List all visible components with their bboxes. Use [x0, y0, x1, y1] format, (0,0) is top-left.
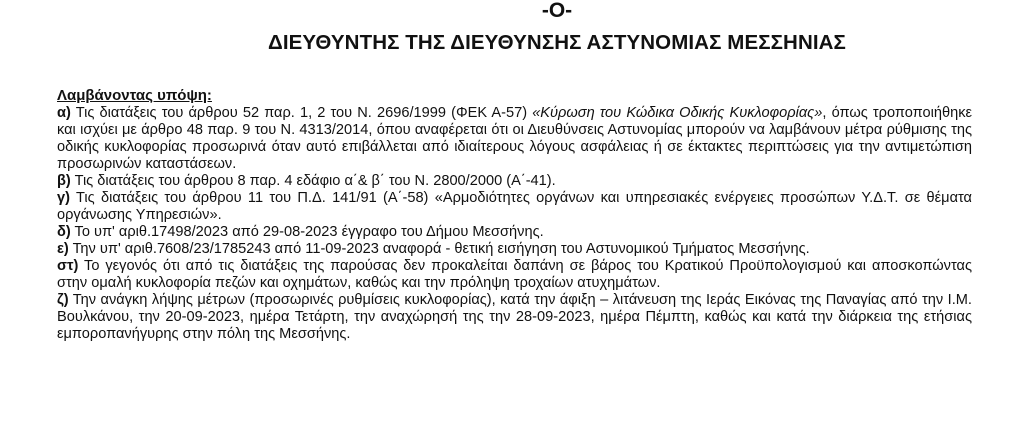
considering-heading: Λαμβάνοντας υπόψη:: [57, 87, 212, 104]
clause-b-label: β): [57, 173, 71, 189]
authority-title: ΔΙΕΥΘΥΝΤΗΣ ΤΗΣ ΔΙΕΥΘΥΝΣΗΣ ΑΣΤΥΝΟΜΙΑΣ ΜΕΣΣΗΝΙΑΣ: [268, 31, 846, 54]
clause-e-text: Την υπ' αριθ.7608/23/1785243 από 11-09-2023 αναφορά - θετική εισήγηση του Αστυνομικού Τμήματος Μεσσήνης.: [68, 241, 810, 257]
clause-z: [57, 292, 972, 343]
clause-st-text: Το γεγονός ότι από τις διατάξεις της παρούσας δεν προκαλείται δαπάνη σε βάρος του Κρατικού Προϋπολογισμού και αποσκοπώντας στην ομαλή κυκλοφορία πεζών και οχημάτων, καθώς και την πρόληψη τροχαίων ατυχημάτων.: [57, 258, 972, 291]
clause-e-label: ε): [57, 241, 69, 257]
clause-st-label: στ): [57, 258, 79, 274]
clause-d: [57, 224, 972, 241]
clause-z-text: Την ανάγκη λήψης μέτρων (προσωρινές ρυθμίσεις κυκλοφορίας), κατά την άφιξη – λιτάνευση της Ιεράς Εικόνας της Παναγίας από την Ι.Μ. Βουλκάνου, την 20-09-2023, ημέρα Τετάρτη, την αναχώρησή της την 28-09-2023, ημέρα Πέμπτη, καθώς και κατά την διάρκεια της ετήσιας εμποροπανήγυρης στην πόλη της Μεσσήνης.: [57, 292, 972, 342]
clause-a-text-after: , όπως τροποποιήθηκε και ισχύει με άρθρο 48 παρ. 9 του Ν. 4313/2014, όπου αναφέρεται ότι οι Διευθύνσεις Αστυνομίας μπορούν να λαμβάνουν μέτρα ρύθμισης της οδικής κυκλοφορίας προσωρινά όταν αυτό επιβάλλεται από ιδιαίτερους λόγους ασφάλειας ή σε έκτακτες περιπτώσεις για την αντιμετώπιση προσωρινών καταστάσεων.: [57, 105, 973, 172]
clause-d-label: δ): [57, 224, 71, 240]
clause-b: [57, 173, 972, 190]
clause-b-text: Τις διατάξεις του άρθρου 8 παρ. 4 εδάφιο α΄& β΄ του Ν. 2800/2000 (Α΄-41).: [70, 173, 556, 189]
document-body: [57, 87, 972, 343]
clause-c-label: γ): [57, 190, 70, 206]
clause-st: [57, 258, 972, 292]
clause-a-label: α): [57, 105, 71, 121]
clause-d-text: Το υπ' αριθ.17498/2023 από 29-08-2023 έγγραφο του Δήμου Μεσσήνης.: [70, 224, 544, 240]
clause-c: [57, 190, 972, 224]
header-mark: -Ο-: [541, 0, 573, 22]
clause-a-italic-title: «Κύρωση του Κώδικα Οδικής Κυκλοφορίας»: [532, 105, 823, 121]
clause-z-label: ζ): [57, 292, 69, 308]
clause-e: [57, 241, 972, 258]
clause-a: [57, 105, 972, 173]
clause-a-text-before: Τις διατάξεις του άρθρου 52 παρ. 1, 2 του Ν. 2696/1999 (ΦΕΚ Α-57): [70, 105, 533, 121]
clause-c-text: Τις διατάξεις του άρθρου 11 του Π.Δ. 141/91 (Α΄-58) «Αρμοδιότητες οργάνων και υπηρεσιακές ενέργειες προσώπων Υ.Δ.Τ. σε θέματα οργάνωσης Υπηρεσιών».: [57, 190, 972, 223]
